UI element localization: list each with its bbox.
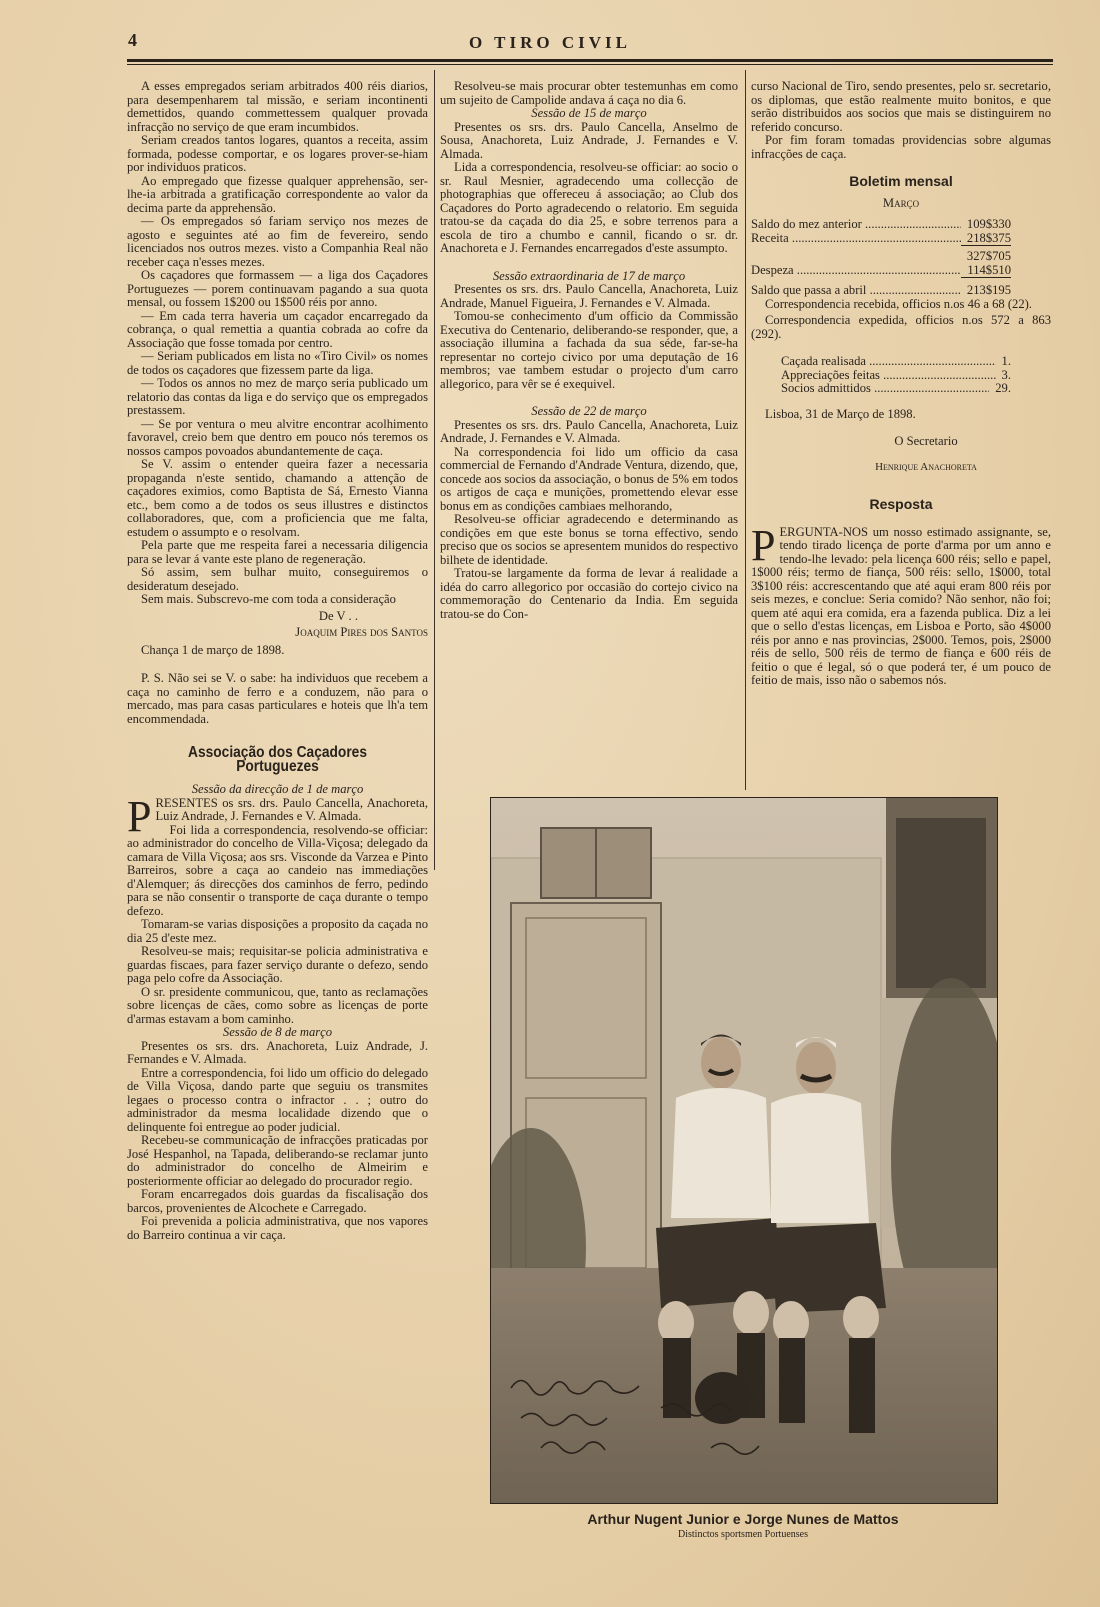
letter-closing: De V . . (318, 608, 358, 623)
paragraph: — Seriam publicados em lista no «Tiro Civil» os nomes de todos os caçadores que fizessem parte da liga. (127, 349, 428, 377)
ledger-amount: 114$510 (961, 264, 1011, 279)
letter-dateline: Chança 1 de março de 1898. (141, 642, 285, 657)
session-heading: Sessão da direcção de 1 de março (191, 782, 364, 796)
correspondence-received: Correspondencia recebida, officios n.os 46 a 68 (22). (765, 296, 1032, 311)
ledger-row (751, 218, 1011, 232)
stats-label: Caçada realisada ..... (781, 355, 996, 369)
section-title: Associação dos Caçadores Portuguezes (188, 744, 367, 775)
paragraph: ERGUNTA-NOS um nosso estimado assignante, se, tendo tirado licença de porte d'arma por um anno e tendo-lhe levado: pela licença 600 réis; sello e papel, 1$000 réis; termo de fiança, 500 réis: sello, 1$000, total 3$100 réis: accrescentando que até aqui eram 800 réis por seis mezes, e conclue: Seria comido? Não senhor, não foi; quem até aqui era comida, era a fazenda publica. Diz a lei que o sello d'estas licenças, em Lisboa e Porto, são 4$000 réis por anno e nas provincias, 2$000. Temos, pois, 2$000 réis de sello, 500 réis de termo de fiança e 600 réis de feitio o que é legal, só o que poderá ter, é um pouco de feitio de mais, isso não o sabemos nós. (751, 524, 1051, 687)
paragraph: Os caçadores que formassem — a liga dos Caçadores Portuguezes — porem continuavam pagando a sua quota mensal, ou fossem 1$200 ou 1$500 réis por anno. (127, 268, 428, 309)
paragraph: Foram encarregados dois guardas da fiscalisação dos barcos, provenientes de Alcochete e Carregado. (127, 1187, 428, 1215)
ledger-label: Receita ..... (751, 232, 961, 247)
paragraph: Foi lida a correspondencia, resolvendo-se officiar: ao administrador do concelho de Villa-Viçosa; delegado da camara de Villa Viçosa; aos srs. Visconde da Varzea e Pinto Barreiros, sobre a caça ao candeio nas immediações d'Alemquer; ás direcções dos caminhos de ferro, pedindo para se não consentir o transporte de caça durante o tempo defezo. (127, 822, 428, 918)
boletim-title: Boletim mensal (849, 173, 953, 189)
header-rule (127, 59, 1053, 62)
column-2 (440, 80, 738, 621)
boletim-dateline: Lisboa, 31 de Março de 1898. (765, 406, 916, 421)
session-heading: Sessão de 15 de março (531, 106, 647, 120)
column-3 (751, 80, 1051, 688)
paragraph: — Os empregados só fariam serviço nos mezes de agosto e seguintes até ao fim de fevereiro, sendo licenciados nos outros mezes. visto a Companhia Real não receber caça n'esses mezes. (127, 214, 428, 269)
paragraph: Lida a correspondencia, resolveu-se officiar: ao socio o sr. Raul Mesnier, agradecendo uma collecção de photographias que offereceu á associação; ao Club dos Caçadores do Porto agradecendo o relatorio. Em seguida tratou-se da caçada do dia 25, e sobre terrenos para a escola de tiro a chumbo e cannil, ficando o sr. dr. Anachoreta e J. Fernandes encarregados d'este assumpto. (440, 160, 738, 255)
ledger-label: Saldo do mez anterior ..... (751, 218, 961, 232)
paragraph: Ao empregado que fizesse qualquer apprehensão, ser-lhe-ia arbitrada a gratificação correspondente ao valor da decima parte da apprehensão. (127, 173, 428, 215)
paragraph: Sem mais. Subscrevo-me com toda a consideração (141, 592, 396, 606)
session-heading: Sessão extraordinaria de 17 de março (492, 268, 686, 283)
stats-value: 1. (1001, 354, 1011, 368)
postscript: P. S. Não sei se V. o sabe: ha individuos que recebem a caça no caminho de ferro e a conduzem, não para o mercado, mas para casas particulares e hoteis que lh'a tem encommendada. (127, 671, 428, 726)
correspondence-sent: Correspondencia expedida, officios n.os 572 a 863 (292). (751, 313, 1051, 341)
paragraph: Recebeu-se communicação de infracções praticadas por José Hespanhol, na Tapada, deliberando-se reclamar junto do administrador do concelho de Almeirim e posteriormente officiar ao delegado do procurador regio. (127, 1133, 428, 1188)
stats-label: Socios admittidos ..... (781, 382, 989, 396)
column-divider (434, 70, 435, 870)
stats-row (781, 369, 1011, 383)
paragraph: Por fim foram tomadas providencias sobre algumas infracções de caça. (751, 133, 1051, 161)
photograph (490, 797, 998, 1504)
session-body (127, 1040, 428, 1243)
letter-body (127, 80, 428, 607)
paragraph: A esses empregados seriam arbitrados 400 réis diarios, para desempenharem tal missão, e seriam incontinenti demettidos, quando commettessem qualquer provada infracção no serviço de que eram incumbidos. (127, 79, 428, 134)
paragraph: — Se por ventura o meu alvitre encontrar acolhimento favoravel, creio bem que dentro em pouco nós teremos os nossos campos povoados abundantemente de caça. (127, 416, 428, 458)
paragraph: Pela parte que me respeita farei a necessaria diligencia para se levar á vante este plano de regeneração. (127, 538, 428, 566)
stats-row (781, 355, 1011, 369)
ledger-row (751, 264, 1011, 279)
masthead-title: O TIRO CIVIL (469, 33, 631, 52)
paragraph: Foi prevenida a policia administrativa, que nos vapores do Barreiro continua a vir caça. (127, 1214, 428, 1242)
stats-label: Appreciações feitas ..... (781, 369, 996, 383)
paragraph: — Em cada terra haveria um caçador encarregado da cobrança, o qual remettia a quantia cobrada ao cofre da Associação que fosse tomada por centro. (127, 308, 428, 350)
paragraph: curso Nacional de Tiro, sendo presentes, pelo sr. secretario, os diplomas, que estão realmente muito bonitos, e que serão distribuidos aos socios que mais se distinguirem no referido concurso. (751, 79, 1051, 134)
ledger-label: Despeza ..... (751, 264, 961, 279)
column-1 (127, 80, 428, 1242)
paragraph: O sr. presidente communicou, que, tanto as reclamações sobre licenças de cães, como sobre as licenças de porte d'armas estavam a bom caminho. (127, 984, 428, 1026)
paragraph: — Todos os annos no mez de março seria publicado um relatorio das contas da liga e do serviço que os empregados prestassem. (127, 376, 428, 417)
paragraph: Resolveu-se officiar agradecendo e determinando as condições em que este bonus se torna effectivo, sendo preciso que os socios se apresentem munidos do respectivo bilhete de identidade. (440, 512, 738, 567)
ledger-amount: 218$375 (961, 232, 1011, 247)
page-number: 4 (128, 30, 137, 50)
ledger-amount: 213$195 (966, 283, 1011, 297)
paragraph: Resolveu-se mais procurar obter testemunhas em como um sujeito de Campolide andava á caça no dia 6. (440, 79, 738, 107)
photo-subcaption: Distinctos sportsmen Portuenses (678, 1529, 808, 1540)
boletim-month: Março (882, 195, 920, 210)
column-divider (745, 70, 746, 790)
stats-value: 29. (995, 381, 1011, 395)
paragraph: Tomou-se conhecimento d'um officio da Commissão Executiva do Centenario, deliberando-se responder, que, a associação illumina a fachada da sua séde, far-se-ha representar no cortejo civico por uma deputação de 16 membros; vae tambem estudar o projecto d'um carro allegorico, para vêr se é exequivel. (440, 309, 738, 391)
ledger-subtotal-row (751, 250, 1011, 264)
secretary-signature: Henrique Anachoreta (875, 460, 977, 473)
ledger-subtotal: 327$705 (966, 249, 1011, 263)
drop-cap: P (751, 520, 776, 570)
paragraph: Presentes os srs. drs. Paulo Cancella, Anselmo de Sousa, Anachoreta, Luiz Andrade, J. Fernandes e V. Almada. (440, 119, 738, 161)
letter-signature: Joaquim Pires dos Santos (295, 625, 428, 639)
page-header (0, 0, 1100, 70)
ledger-row (751, 232, 1011, 247)
paragraph: Seriam creados tantos logares, quantos a receita, assim formada, podesse comportar, e os logares prover-se-hiam por individuos praticos. (127, 133, 428, 174)
secretary-label: O Secretario (894, 434, 958, 448)
ledger (751, 218, 1051, 298)
stats-row (781, 382, 1011, 396)
paragraph: Entre a correspondencia, foi lido um officio do delegado de Villa Viçosa, dando parte que seguiu os transmites legaes o processo contra o infractor . . ; outro do administrador da mesma localidade dizendo que o delinquente foi entregue ao poder judicial. (127, 1065, 428, 1134)
paragraph: Presentes os srs. drs. Paulo Cancella, Anachoreta, Luiz Andrade, Manuel Figueira, J. Fernandes e V. Almada. (440, 282, 738, 310)
paragraph: Tratou-se largamente da forma de levar á realidade a idéa do carro allegorico por occasião do cortejo civico na commemoração do Centenario da India. Em seguida tratou-se do Con- (440, 566, 738, 621)
photo-caption: Arthur Nugent Junior e Jorge Nunes de Mattos (587, 1511, 899, 1527)
resposta-title: Resposta (869, 496, 933, 512)
paragraph: Só assim, sem bulhar muito, conseguiremos o desideratum desejado. (127, 565, 428, 593)
session-heading: Sessão de 22 de março (531, 404, 647, 418)
header-rule-thin (127, 64, 1053, 65)
stats-list (781, 355, 1011, 396)
session-body (127, 791, 428, 1027)
ledger-amount: 109$330 (966, 217, 1011, 231)
paragraph: RESENTES os srs. drs. Paulo Cancella, Anachoreta, Luiz Andrade, J. Fernandes e V. Almada. (155, 795, 428, 823)
paragraph: Resolveu-se mais; requisitar-se policia administrativa e guardas fiscaes, para fazer serviço durante o defezo, sendo paga pelo cofre da Associação. (127, 944, 428, 985)
session-heading: Sessão de 8 de março (222, 1025, 333, 1039)
paragraph: Tomaram-se varias disposições a proposito da caçada no dia 25 d'este mez. (127, 917, 428, 945)
paragraph: Se V. assim o entender queira fazer a necessaria propaganda n'este sentido, chamando a attenção de caçadores eximios, como Baptista de Sá, Ernesto Vianna etc., bem como a de todos os seus illustres e distinctos collaboradores, que, com a proficiencia que me falta, estudem o assumpto e o resolvam. (127, 457, 428, 539)
ledger-row (751, 284, 1011, 298)
drop-cap: P (127, 791, 152, 841)
paragraph: Na correspondencia foi lido um officio da casa commercial de Fernando d'Andrade Ventura, dizendo, que, concede aos socios da associação, o bonus de 5% em todos os artigos de caça e munições, promettendo elevar esse bonus em as condições cambiaes melhorando, (440, 444, 738, 513)
ledger-label: Saldo que passa a abril ..... (751, 284, 961, 298)
paragraph: Presentes os srs. drs. Anachoreta, Luiz Andrade, J. Fernandes e V. Almada. (127, 1038, 428, 1066)
paragraph: Presentes os srs. drs. Paulo Cancella, Anachoreta, Luiz Andrade, J. Fernandes e V. Almada. (440, 417, 738, 445)
stats-value: 3. (1001, 367, 1011, 382)
